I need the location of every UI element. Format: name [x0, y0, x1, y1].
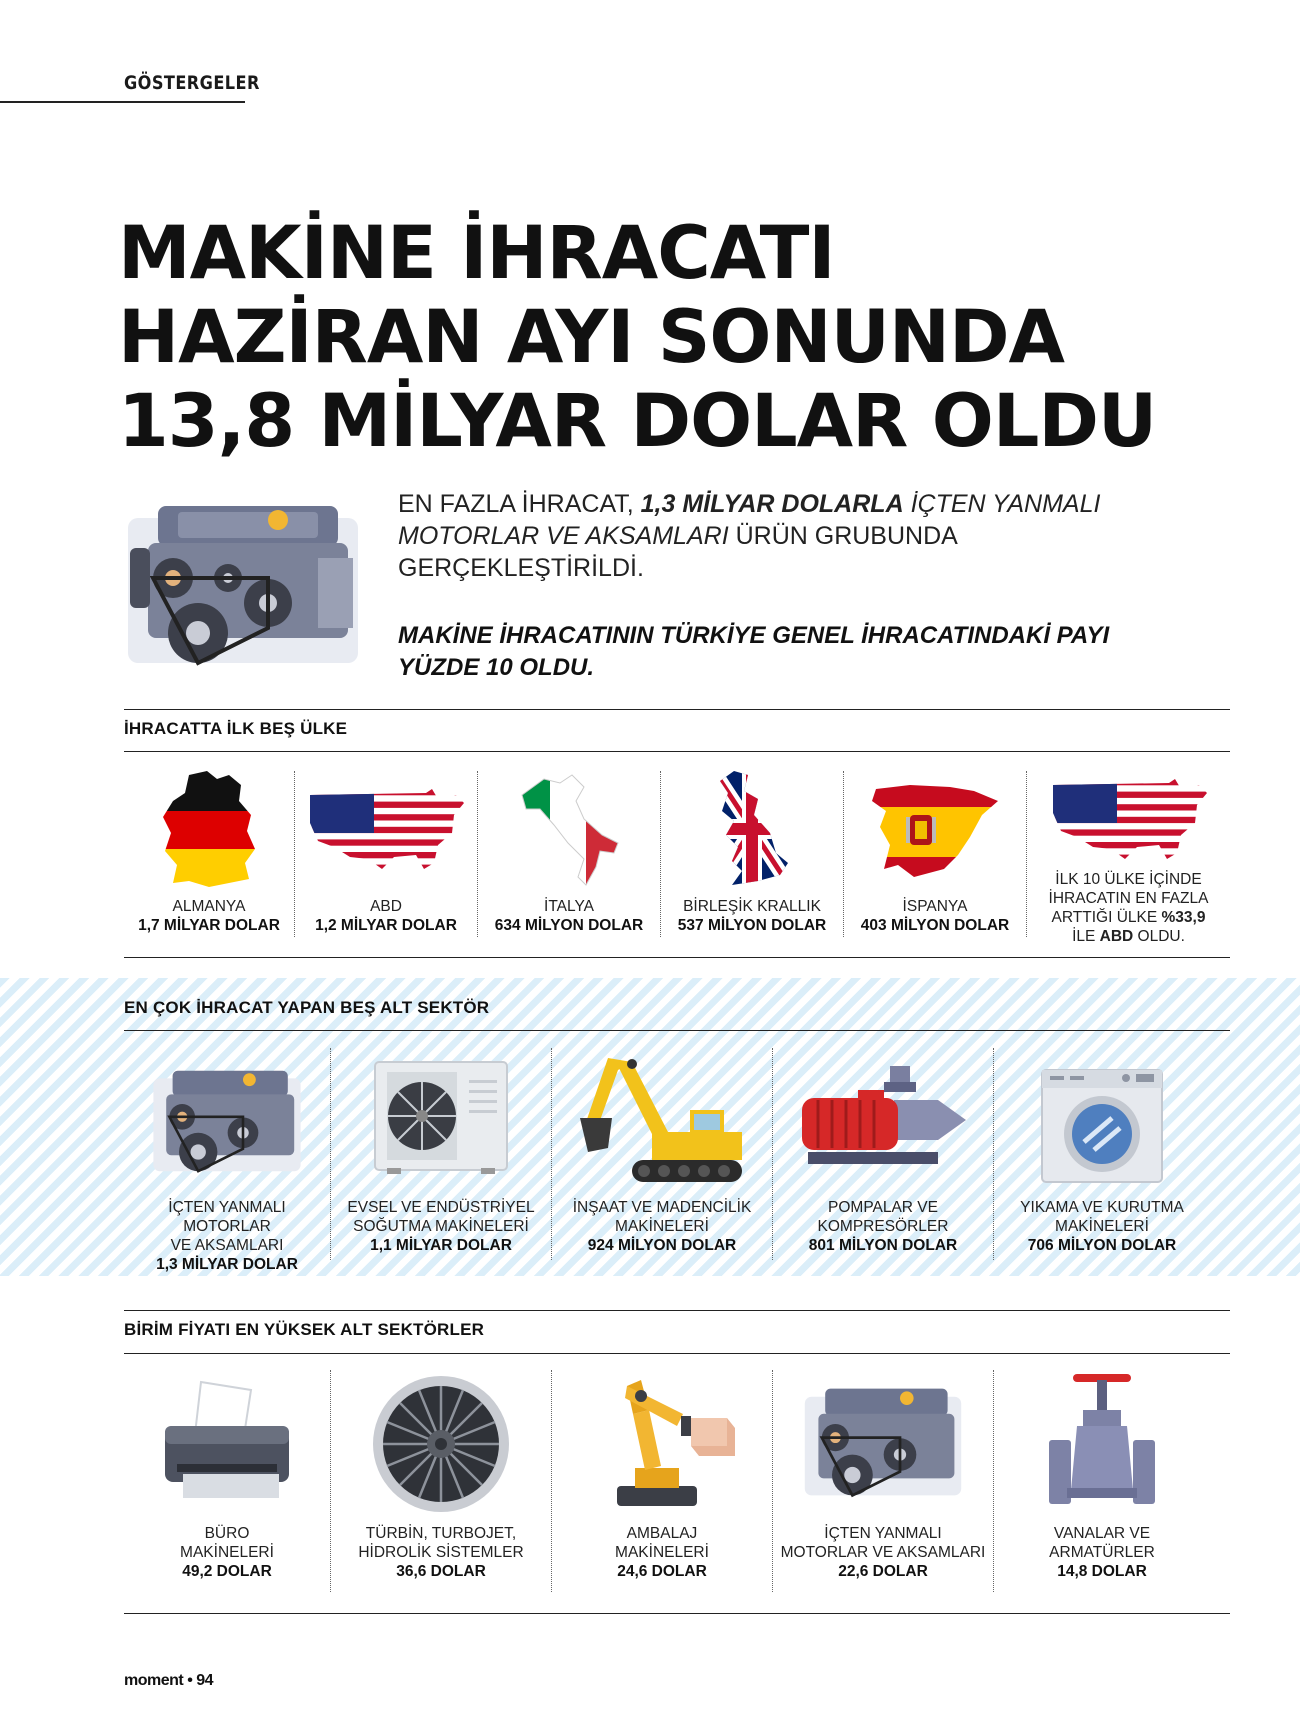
section-tag-rule — [0, 101, 245, 103]
subsector-value: 1,3 MİLYAR DOLAR — [156, 1256, 298, 1273]
country-usa — [294, 771, 477, 937]
subsector-value: 706 MİLYON DOLAR — [1027, 1237, 1177, 1254]
subsector-value: 801 MİLYON DOLAR — [808, 1237, 958, 1254]
divider — [124, 1613, 1230, 1614]
unitprice-value: 22,6 DOLAR — [838, 1563, 928, 1580]
note-line-1: İLK 10 ÜLKE İÇİNDE — [1055, 871, 1202, 888]
brand-logo: moment — [124, 1672, 184, 1689]
unitprice-packaging — [551, 1370, 772, 1592]
subsector-line-2: MAKİNELERİ — [615, 1218, 709, 1235]
subsector-line-2: SOĞUTMA MAKİNELERİ — [353, 1218, 529, 1235]
subsectors-row — [124, 1048, 1230, 1273]
title-line-1: MAKİNE İHRACATI — [118, 211, 835, 296]
unitprice-line-2: MAKİNELERİ — [615, 1544, 709, 1561]
divider — [124, 751, 1230, 752]
country-germany — [124, 771, 294, 937]
subsector-line-2: VE AKSAMLARI — [170, 1237, 284, 1254]
subsector-pumps — [772, 1048, 993, 1260]
country-name: İTALYA — [544, 898, 594, 915]
germany-map-icon — [159, 771, 259, 887]
robot-arm-icon — [587, 1374, 737, 1510]
turbine-icon — [371, 1374, 511, 1514]
unitprice-line-2: MOTORLAR VE AKSAMLARI — [780, 1544, 986, 1561]
note-line-3: ARTTIĞI ÜLKE %33,9 — [1051, 909, 1206, 926]
subsector-washing — [993, 1048, 1210, 1260]
spain-map-icon — [870, 781, 1000, 881]
divider — [124, 1353, 1230, 1354]
country-spain — [843, 771, 1026, 937]
divider — [124, 957, 1230, 958]
subsector-line-1: İÇTEN YANMALI MOTORLAR — [168, 1199, 286, 1235]
subsector-construction — [551, 1048, 772, 1260]
country-value: 537 MİLYON DOLAR — [677, 917, 827, 934]
countries-row — [124, 771, 1230, 945]
countries-section-title: İHRACATTA İLK BEŞ ÜLKE — [124, 719, 348, 738]
unitprice-row — [124, 1370, 1230, 1592]
italy-map-icon — [514, 773, 624, 887]
unitprice-line-1: BÜRO — [204, 1525, 250, 1542]
unitprice-value: 24,6 DOLAR — [617, 1563, 707, 1580]
unitprice-line-1: VANALAR VE — [1053, 1525, 1151, 1542]
subsectors-section-title: EN ÇOK İHRACAT YAPAN BEŞ ALT SEKTÖR — [124, 998, 490, 1017]
intro-paragraph: EN FAZLA İHRACAT, 1,3 MİLYAR DOLARLA İÇTEN YANMALI MOTORLAR VE AKSAMLARI ÜRÜN GRUBUNDA GERÇEKLEŞTİRİLDİ. — [398, 490, 1101, 582]
unitprice-value: 49,2 DOLAR — [182, 1563, 272, 1580]
engine-icon — [147, 1064, 307, 1176]
page-number: • 94 — [187, 1672, 214, 1689]
title-line-2: HAZİRAN AYI SONUNDA — [118, 295, 1065, 380]
unitprice-engine — [772, 1370, 993, 1592]
subsector-line-2: MAKİNELERİ — [1055, 1218, 1149, 1235]
usa-map-icon — [306, 789, 466, 871]
valve-icon — [1047, 1370, 1157, 1514]
unitprice-office — [124, 1370, 330, 1592]
subsector-cooling — [330, 1048, 551, 1260]
subsector-line-1: İNŞAAT VE MADENCİLİK — [572, 1199, 752, 1216]
pump-icon — [798, 1060, 968, 1180]
country-value: 634 MİLYON DOLAR — [494, 917, 644, 934]
country-italy — [477, 771, 660, 937]
unitprice-value: 36,6 DOLAR — [396, 1563, 486, 1580]
subsector-line-1: YIKAMA VE KURUTMA — [1020, 1199, 1184, 1216]
country-value: 403 MİLYON DOLAR — [860, 917, 1010, 934]
intro-highlight: MAKİNE İHRACATININ TÜRKİYE GENEL İHRACATINDAKİ PAYI YÜZDE 10 OLDU. — [398, 622, 1110, 681]
subsector-value: 924 MİLYON DOLAR — [587, 1237, 737, 1254]
divider — [124, 709, 1230, 710]
unitprice-line-2: HİDROLİK SİSTEMLER — [358, 1544, 524, 1561]
engine-icon — [118, 498, 368, 668]
unitprice-line-1: AMBALAJ — [626, 1525, 698, 1542]
subsector-engine — [124, 1048, 330, 1273]
title-line-3: 13,8 MİLYAR DOLAR OLDU — [118, 379, 1157, 464]
subsector-line-1: EVSEL VE ENDÜSTRİYEL — [347, 1199, 535, 1216]
page-title — [118, 212, 1156, 464]
country-name: ALMANYA — [172, 898, 246, 915]
footer — [124, 1672, 213, 1690]
country-note — [1026, 771, 1230, 945]
unitprice-section-title: BİRİM FİYATI EN YÜKSEK ALT SEKTÖRLER — [124, 1320, 485, 1339]
unitprice-line-2: ARMATÜRLER — [1049, 1544, 1155, 1561]
air-conditioner-icon — [373, 1060, 509, 1176]
country-name: BİRLEŞİK KRALLIK — [683, 898, 821, 915]
country-name: ABD — [370, 898, 402, 915]
note-line-2: İHRACATIN EN FAZLA — [1048, 890, 1209, 907]
printer-icon — [157, 1378, 297, 1506]
divider — [124, 1030, 1230, 1031]
subsector-line-1: POMPALAR VE — [828, 1199, 938, 1216]
unitprice-value: 14,8 DOLAR — [1057, 1563, 1147, 1580]
excavator-icon — [572, 1048, 752, 1188]
uk-map-icon — [714, 771, 790, 887]
unitprice-line-2: MAKİNELERİ — [180, 1544, 274, 1561]
engine-icon — [798, 1382, 968, 1500]
subsector-line-2: KOMPRESÖRLER — [817, 1218, 949, 1235]
country-name: İSPANYA — [902, 898, 968, 915]
usa-map-icon — [1049, 779, 1209, 861]
divider — [124, 1310, 1230, 1311]
subsector-value: 1,1 MİLYAR DOLAR — [370, 1237, 512, 1254]
section-tag: GÖSTERGELER — [124, 72, 260, 94]
unitprice-valves — [993, 1370, 1210, 1592]
unitprice-line-1: İÇTEN YANMALI — [824, 1525, 942, 1542]
note-line-4: İLE ABD OLDU. — [1072, 928, 1185, 945]
washing-machine-icon — [1040, 1068, 1164, 1184]
unitprice-turbine — [330, 1370, 551, 1592]
country-value: 1,7 MİLYAR DOLAR — [138, 917, 280, 934]
country-value: 1,2 MİLYAR DOLAR — [315, 917, 457, 934]
unitprice-line-1: TÜRBİN, TURBOJET, — [365, 1525, 517, 1542]
country-uk — [660, 771, 843, 937]
